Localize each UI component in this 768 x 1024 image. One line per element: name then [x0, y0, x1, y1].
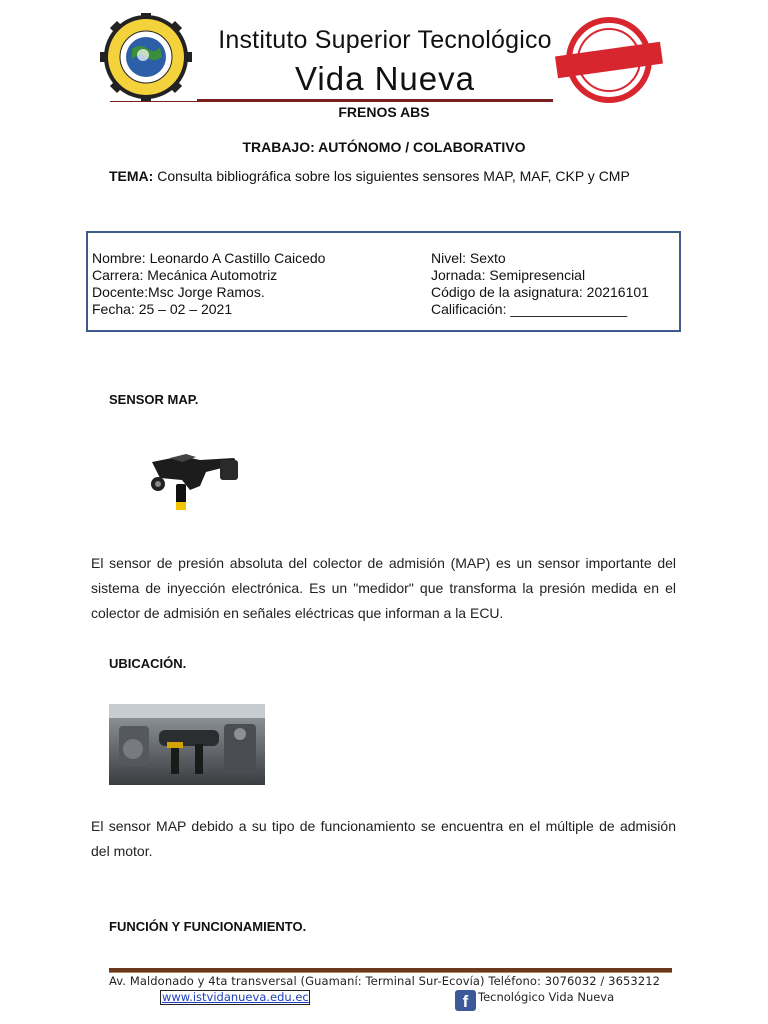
student-info-left — [92, 250, 422, 318]
header-rule — [197, 99, 553, 102]
work-type: TRABAJO: AUTÓNOMO / COLABORATIVO — [242, 139, 526, 155]
section-heading-ubicacion: UBICACIÓN. — [109, 656, 187, 671]
section-heading-funcion: FUNCIÓN Y FUNCIONAMIENTO. — [109, 919, 307, 934]
facebook-label[interactable]: Tecnológico Vida Nueva — [478, 990, 615, 1004]
map-sensor-image — [140, 440, 262, 522]
topic — [109, 167, 669, 186]
engine-location-image — [109, 704, 265, 785]
student-name: Nombre: Leonardo A Castillo Caicedo — [92, 250, 326, 266]
website-link[interactable]: www.istvidanueva.edu.ec — [162, 990, 309, 1004]
institute-name-line2: Vida Nueva — [294, 60, 475, 97]
accreditation-seal — [552, 16, 666, 104]
footer-rule-thin — [109, 972, 672, 973]
course-code: Código de la asignatura: 20216101 — [431, 284, 649, 300]
teacher: Docente:Msc Jorge Ramos. — [92, 284, 265, 300]
topic-label: TEMA: — [109, 168, 154, 184]
section-heading-sensor-map: SENSOR MAP. — [109, 392, 199, 407]
institute-name-line1: Instituto Superior Tecnológico — [218, 26, 552, 54]
level: Nivel: Sexto — [431, 250, 506, 266]
grade: Calificación: _______________ — [431, 301, 628, 317]
schedule: Jornada: Semipresencial — [431, 267, 586, 283]
facebook-icon[interactable]: f — [455, 990, 476, 1011]
subject-title: FRENOS ABS — [338, 104, 430, 120]
map-location-paragraph: El sensor MAP debido a su tipo de funcionamiento se encuentra en el múltiple de admisión del motor. — [91, 818, 676, 859]
topic-text: Consulta bibliográfica sobre los siguientes sensores MAP, MAF, CKP y CMP — [153, 168, 630, 184]
student-info-right — [431, 250, 691, 318]
date: Fecha: 25 – 02 – 2021 — [92, 301, 233, 317]
footer-address: Av. Maldonado y 4ta transversal (Guamaní: Terminal Sur-Ecovía) Teléfono: 3076032 / 3653212 — [109, 974, 661, 988]
header-rule-left — [110, 101, 197, 102]
map-description-paragraph: El sensor de presión absoluta del colector de admisión (MAP) es un sensor importante del sistema de inyección electrónica. Es un "medidor" que transforma la presión medida en el colector de admisión en señales eléctricas que informan a la ECU. — [91, 555, 676, 621]
institute-logo — [95, 13, 197, 101]
career: Carrera: Mecánica Automotriz — [92, 267, 278, 283]
